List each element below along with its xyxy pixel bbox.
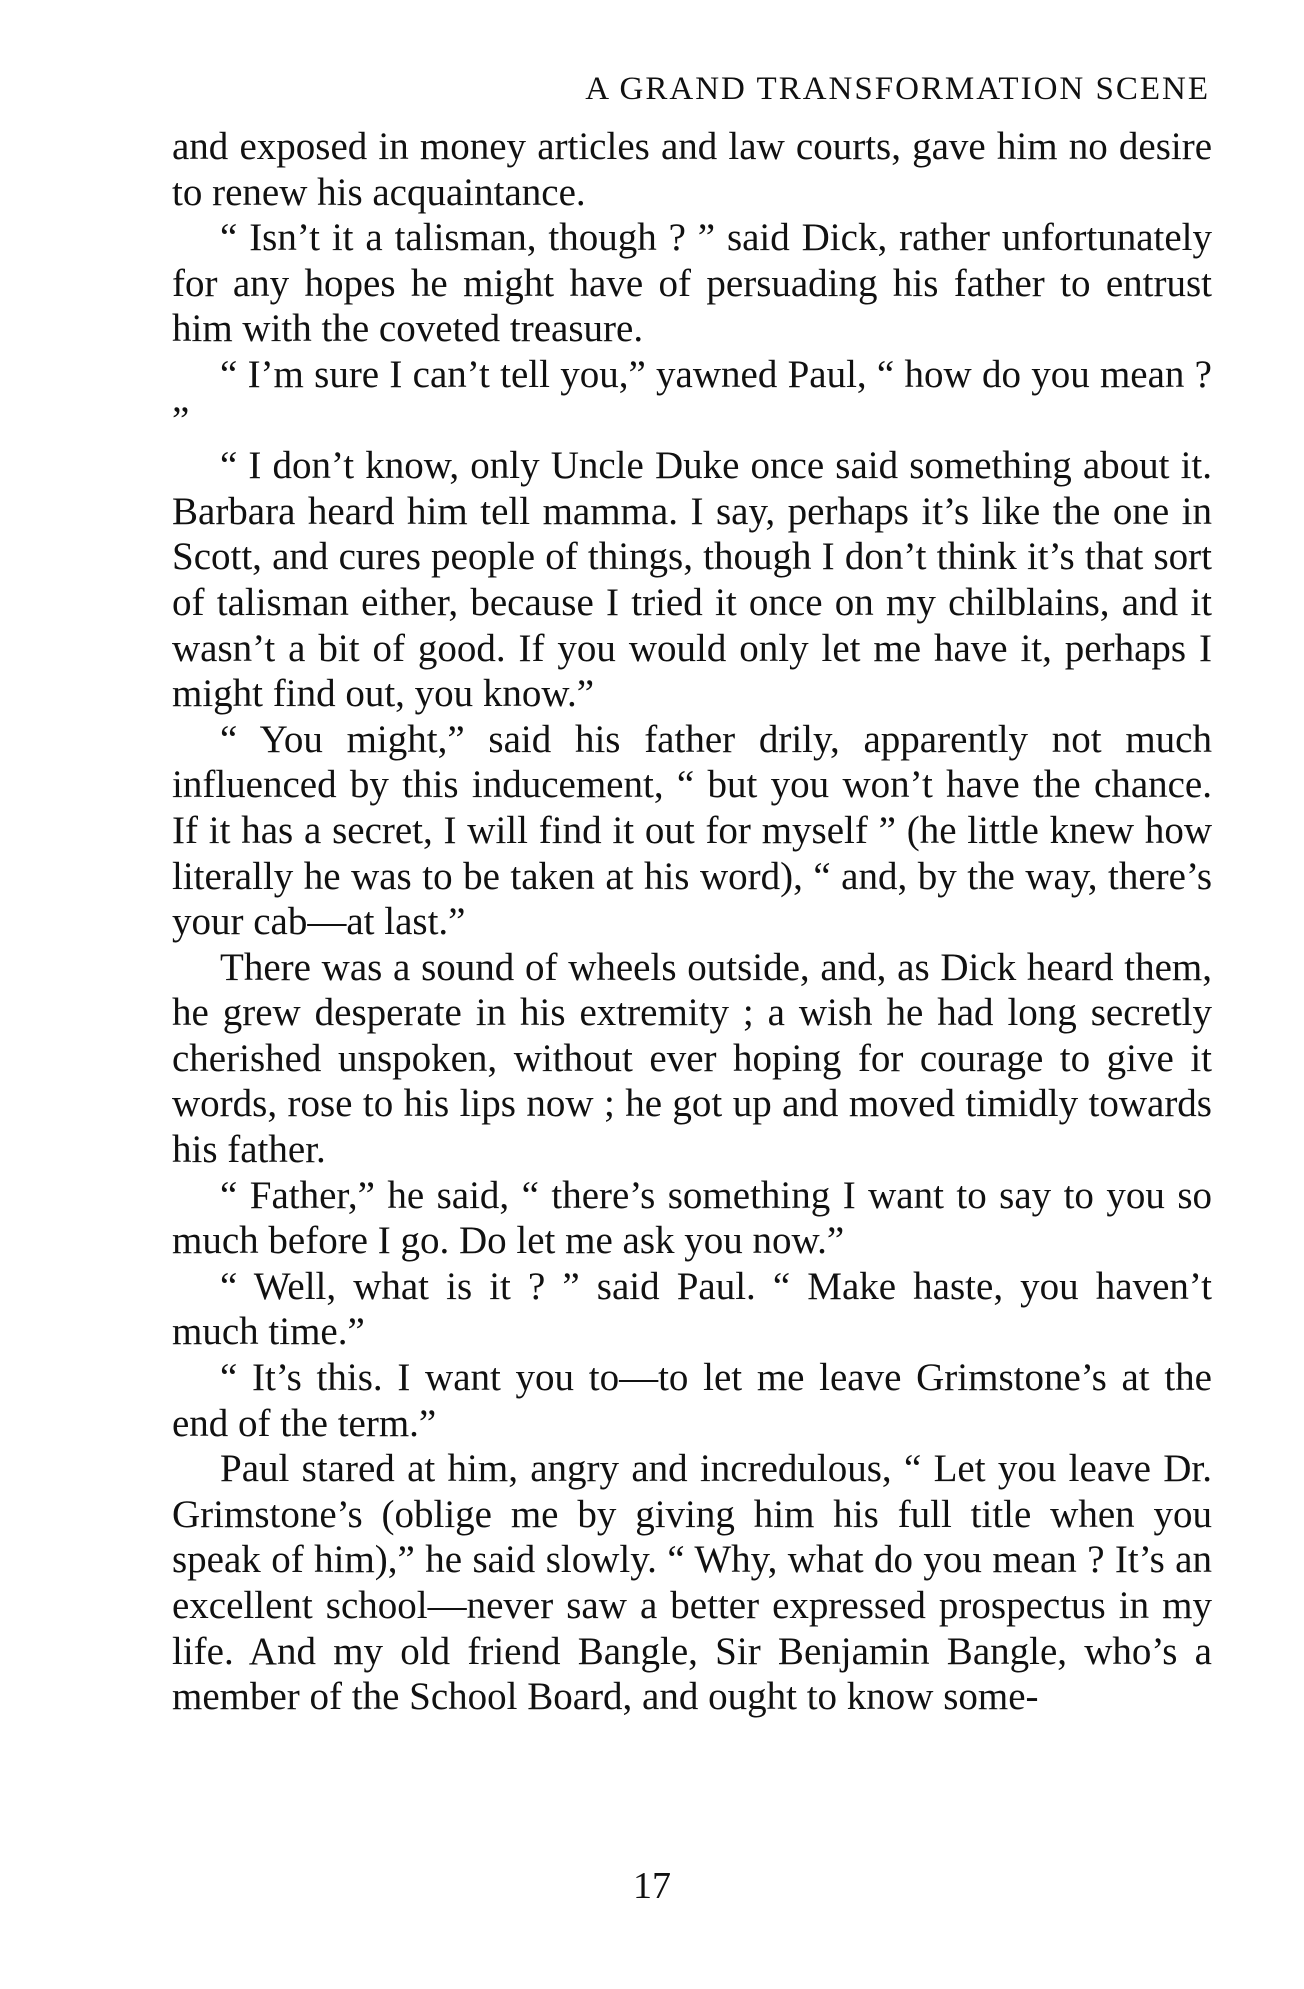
running-head: A GRAND TRANSFORMATION SCENE <box>585 71 1210 107</box>
paragraph: There was a sound of wheels outside, and, as Dick heard them, he grew desperate in his extremity ; a wish he had long secretly cherished unspoken, without ever hoping for courage to give it words, rose to his lips now ; he got up and moved timidly towards his father. <box>172 945 1212 1172</box>
book-page <box>172 60 1212 1720</box>
paragraph: “ Isn’t it a talisman, though ? ” said Dick, rather unfortunately for any hopes he might have of persuading his father to entrust him with the coveted treasure. <box>172 216 1212 351</box>
paragraph: “ Well, what is it ? ” said Paul. “ Make haste, you haven’t much time.” <box>172 1264 1212 1354</box>
page-number: 17 <box>633 1865 671 1907</box>
paragraph: “ It’s this. I want you to—to let me leave Grimstone’s at the end of the term.” <box>172 1356 1212 1445</box>
paragraph: “ Father,” he said, “ there’s something I want to say to you so much before I go. Do let me ask you now.” <box>172 1173 1212 1263</box>
paragraph: “ I’m sure I can’t tell you,” yawned Paul, “ how do you mean ? ” <box>172 352 1212 442</box>
paragraph: and exposed in money articles and law courts, gave him no desire to renew his acquaintance. <box>172 125 1212 214</box>
paragraph: “ I don’t know, only Uncle Duke once said something about it. Barbara heard him tell mamma. I say, perhaps it’s like the one in Scott, and cures people of things, though I don’t think it’s that sort of talisman either, because I tried it once on my chilblains, and it wasn’t a bit of good. If you would only let me have it, perhaps I might find out, you know.” <box>172 444 1212 716</box>
body-text <box>172 124 1212 1720</box>
paragraph: “ You might,” said his father drily, apparently not much influenced by this inducement, “ but you won’t have the chance. If it has a secret, I will find it out for myself ” (he little knew how literally he was to be taken at his word), “ and, by the way, there’s your cab—at last.” <box>172 717 1212 944</box>
paragraph: Paul stared at him, angry and incredulous, “ Let you leave Dr. Grimstone’s (oblige me by giving him his full title when you speak of him),” he said slowly. “ Why, what do you mean ? It’s an excellent school—never saw a better expressed prospectus in my life. And my old friend Bangle, Sir Benjamin Bangle, who’s a member of the School Board, and ought to know some- <box>172 1447 1212 1719</box>
